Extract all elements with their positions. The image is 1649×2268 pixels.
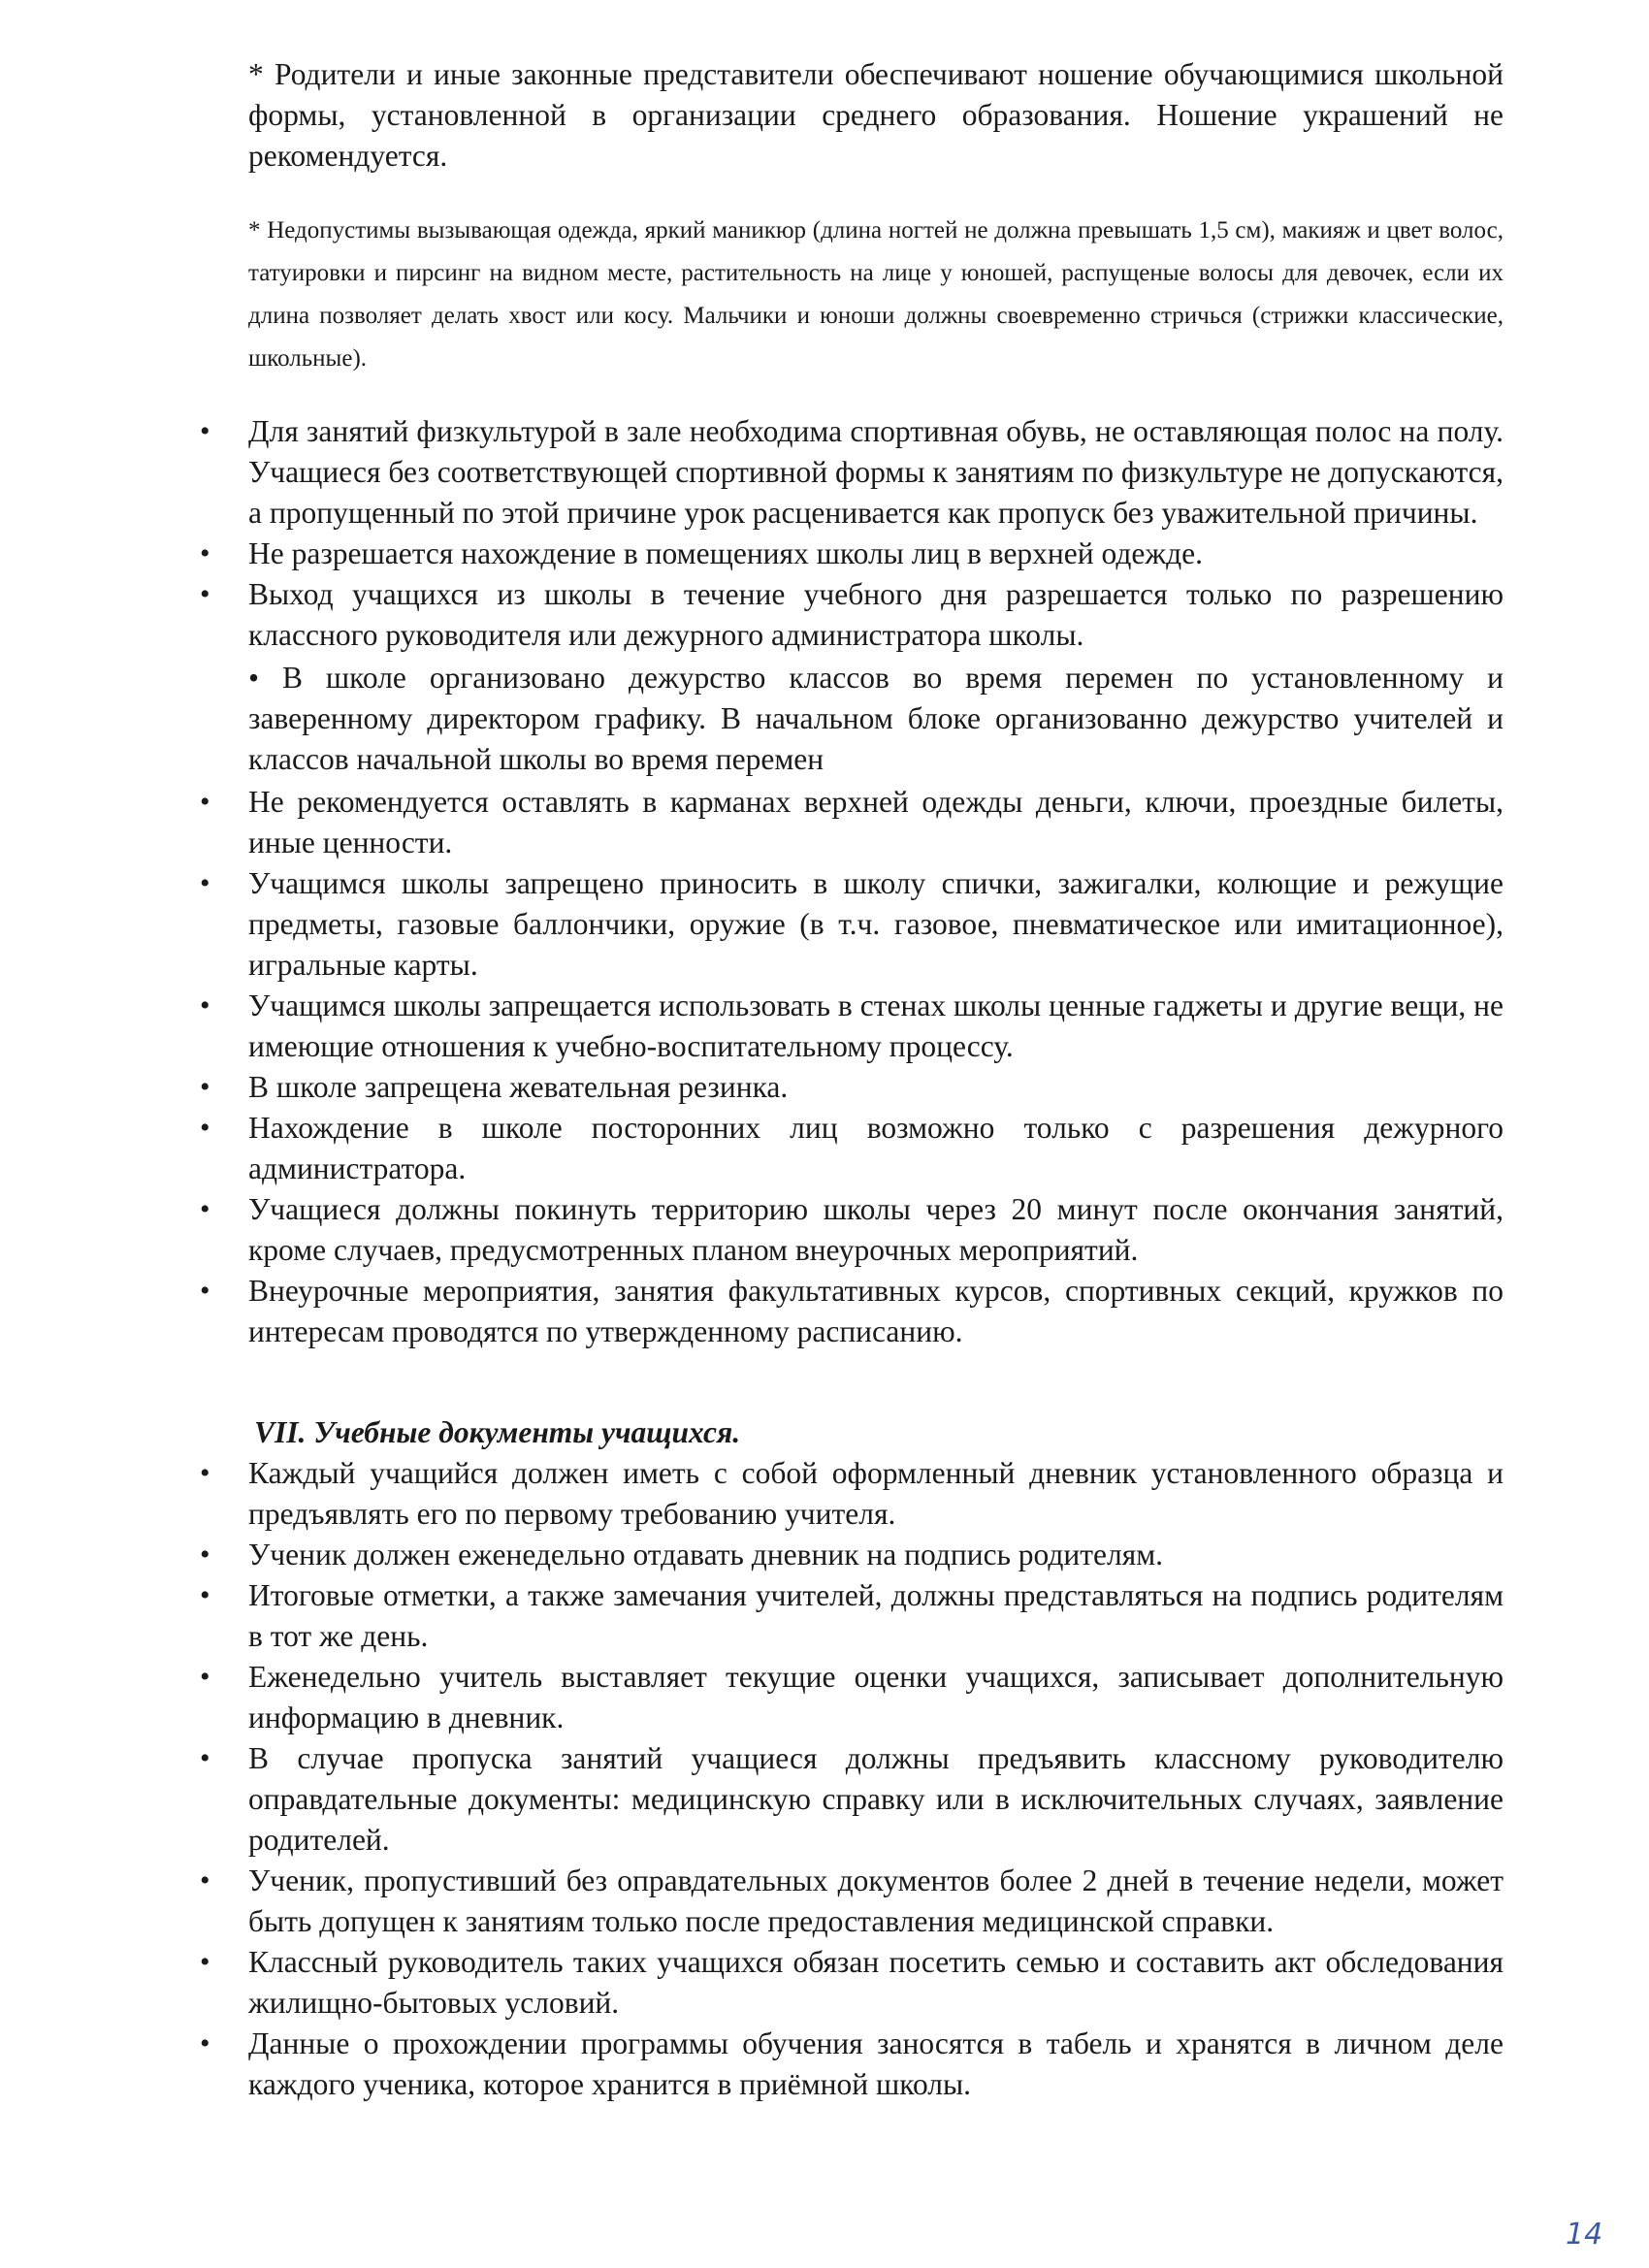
section-heading: VII. Учебные документы учащихся. bbox=[254, 1415, 741, 1449]
list-item: • Данные о прохождении программы обучения заносятся в табель и хранятся в личном деле каждого ученика, которое хранится в приёмной школы. bbox=[0, 2024, 1504, 2105]
list-item: • Учащиеся должны покинуть территорию школы через 20 минут после окончания занятий, кроме случаев, предусмотренных планом внеурочных мероприятий. bbox=[0, 1189, 1504, 1271]
duty-note: • В школе организовано дежурство классов во время перемен по установленному и заверенному директором графику. В начальном блоке организованно дежурство учителей и классов начальной школы во время перемен bbox=[248, 661, 1504, 776]
appearance-note: * Недопустимы вызывающая одежда, яркий маникюр (длина ногтей не должна превышать 1,5 см), макияж и цвет волос, татуировки и пирсинг на видном месте, растительность на лице у юношей, распущеные волосы для девочек, если их длина позволяет делать хвост или косу. Мальчики и юноши должны своевременно стричься (стрижки классические, школьные). bbox=[248, 217, 1504, 372]
list-item: • Не рекомендуется оставлять в карманах верхней одежды деньги, ключи, проездные билеты, иные ценности. bbox=[0, 782, 1504, 863]
list-item: • Учащимся школы запрещено приносить в школу спички, зажигалки, колющие и режущие предметы, газовые баллончики, оружие (в т.ч. газовое, пневматическое или имитационное), игральные карты. bbox=[0, 863, 1504, 986]
list-item: • Каждый учащийся должен иметь с собой оформленный дневник установленного образца и предъявлять его по первому требованию учителя. bbox=[0, 1453, 1504, 1535]
list-item: • Нахождение в школе посторонних лиц возможно только с разрешения дежурного администратора. bbox=[0, 1108, 1504, 1189]
list-item: • Не разрешается нахождение в помещениях школы лиц в верхней одежде. bbox=[0, 534, 1504, 574]
list-item: • Выход учащихся из школы в течение учебного дня разрешается только по разрешению классного руководителя или дежурного администратора школы. bbox=[0, 574, 1504, 656]
list-item: • В школе запрещена жевательная резинка. bbox=[0, 1067, 1504, 1108]
list-item: • Ученик должен еженедельно отдавать дневник на подпись родителям. bbox=[0, 1535, 1504, 1575]
list-item: • Для занятий физкультурой в зале необходима спортивная обувь, не оставляющая полос на полу. Учащиеся без соответствующей спортивной формы к занятиям по физкультуре не допускаются, а пропущенный по этой причине урок расценивается как пропуск без уважительной причины. bbox=[0, 411, 1504, 534]
rules-list bbox=[0, 411, 1649, 1352]
list-item: • Итоговые отметки, а также замечания учителей, должны представляться на подпись родителям в тот же день. bbox=[0, 1575, 1504, 1657]
page-number: 14 bbox=[1566, 2218, 1603, 2252]
list-item: • Еженедельно учитель выставляет текущие оценки учащихся, записывает дополнительную информацию в дневник. bbox=[0, 1657, 1504, 1738]
list-item: • Ученик, пропустивший без оправдательных документов более 2 дней в течение недели, может быть допущен к занятиям только после предоставления медицинской справки. bbox=[0, 1861, 1504, 1942]
documents-list bbox=[0, 1453, 1649, 2105]
list-item: • Внеурочные мероприятия, занятия факультативных курсов, спортивных секций, кружков по интересам проводятся по утвержденному расписанию. bbox=[0, 1271, 1504, 1352]
intro-paragraph: * Родители и иные законные представители обеспечивают ношение обучающимися школьной формы, установленной в организации среднего образования. Ношение украшений не рекомендуется. bbox=[248, 57, 1504, 173]
list-item: • Учащимся школы запрещается использовать в стенах школы ценные гаджеты и другие вещи, не имеющие отношения к учебно-воспитательному процессу. bbox=[0, 986, 1504, 1067]
list-item: • Классный руководитель таких учащихся обязан посетить семью и составить акт обследования жилищно-бытовых условий. bbox=[0, 1942, 1504, 2024]
list-item: • В случае пропуска занятий учащиеся должны предъявить классному руководителю оправдательные документы: медицинскую справку или в исключительных случаях, заявление родителей. bbox=[0, 1738, 1504, 1861]
